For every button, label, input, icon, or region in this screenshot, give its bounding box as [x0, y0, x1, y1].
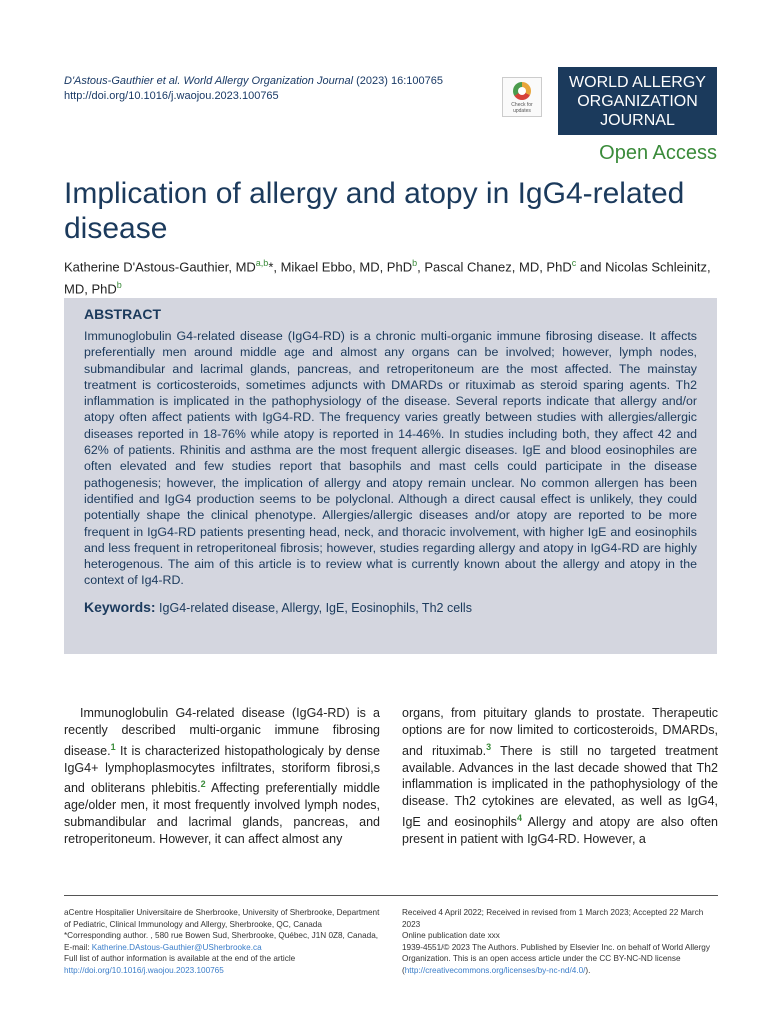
license-text: 1939-4551/© 2023 The Authors. Published by Elsevier Inc. on behalf of World Allergy Organization. This is an open access article under the CC BY-NC-ND license (: [402, 942, 710, 975]
body-text: It is characterized histopathologicaly by dense IgG4+ lymphoplasmocytes infiltrates, storiform fibrosi,s and obliterans phlebitis.: [64, 743, 380, 796]
license-end: ).: [585, 965, 591, 975]
journal-logo-line3: JOURNAL: [600, 112, 675, 129]
license-note: [402, 942, 718, 977]
author-name: Katherine D'Astous-Gauthier, MD: [64, 259, 256, 275]
check-for-updates-badge[interactable]: [502, 77, 542, 117]
body-text: Immunoglobulin G4-related disease (IgG4-RD) is a recently described multi-organic immune fibrosing disease.: [64, 706, 380, 758]
reference-link[interactable]: 3: [486, 741, 492, 752]
affiliation-marker[interactable]: b: [412, 258, 418, 268]
footnotes-left: [64, 907, 382, 976]
keywords-list: IgG4-related disease, Allergy, IgE, Eosinophils, Th2 cells: [155, 600, 472, 615]
citation-header: [64, 74, 443, 104]
reference-link[interactable]: 4: [516, 812, 522, 823]
affiliation-footnote: aCentre Hospitalier Universitaire de Sherbrooke, University of Sherbrooke, Department of Pediatric, Clinical Immunology and Allergy, Sherbrooke, QC, Canada: [64, 908, 380, 929]
received-dates: Received 4 April 2022; Received in revised from 1 March 2023; Accepted 22 March 2023: [402, 908, 704, 929]
journal-logo-line2: ORGANIZATION: [577, 93, 698, 110]
email-link[interactable]: Katherine.DAstous-Gauthier@USherbrooke.ca: [91, 942, 262, 952]
author-info-note: Full list of author information is available at the end of the article: [64, 954, 296, 963]
body-text: Affecting preferentially middle age/older men, it most frequently involved lymph nodes, submandibular and lacrimal glands, pancreas, and retroperitoneum. However, it can affect almost any: [64, 781, 381, 846]
corresponding-footnote: [64, 930, 382, 953]
abstract-heading: ABSTRACT: [84, 306, 161, 322]
footnote-divider: [64, 895, 718, 896]
license-link[interactable]: http://creativecommons.org/licenses/by-nc-nd/4.0/: [404, 965, 586, 975]
body-left-column: [64, 705, 380, 848]
author-name: and Nicolas Schleinitz, MD, PhD: [64, 259, 711, 297]
affiliation-marker[interactable]: b: [116, 280, 122, 291]
body-text: organs, from pituitary glands to prostate. Therapeutic options are for now limited to corticosteroids, DMARDs, and rituximab.: [402, 706, 718, 758]
corresponding-marker: *: [268, 259, 274, 275]
keywords-label: Keywords:: [84, 598, 156, 615]
open-access-label: Open Access: [599, 142, 717, 164]
footnotes-right: [402, 907, 718, 976]
online-date: Online publication date xxx: [402, 931, 500, 940]
reference-link[interactable]: 2: [200, 779, 206, 790]
reference-link[interactable]: 1: [110, 741, 116, 752]
article-title: Implication of allergy and atopy in IgG4-related disease: [64, 177, 685, 245]
keywords: [84, 599, 697, 615]
abstract-box: [64, 298, 717, 654]
body-text: Allergy and atopy are also often present in patient with IgG4-RD. However, a: [402, 815, 719, 846]
journal-logo-line1: WORLD ALLERGY: [569, 74, 706, 91]
affiliation-marker[interactable]: a,b: [255, 258, 269, 268]
footer-doi-link[interactable]: http://doi.org/10.1016/j.waojou.2023.100765: [64, 965, 224, 975]
crossmark-icon: [513, 82, 531, 100]
body-text: There is still no targeted treatment available. Advances in the last decade showed that Th2 inflammation is implicated in the pathophysiology of the disease. Th2 cytokines are elevated, as well as IgG4, IgE and eosinophils: [402, 743, 719, 830]
badge-label: Check for updates: [511, 102, 533, 114]
body-right-column: [402, 705, 718, 848]
affiliation-marker[interactable]: c: [571, 258, 577, 268]
author-name: , Pascal Chanez, MD, PhD: [417, 259, 572, 275]
abstract-text: Immunoglobulin G4-related disease (IgG4-RD) is a chronic multi-organic immune fibrosing disease. It affects preferentially men around middle age and almost any organs can be involved; however, lymph nodes, submandibular and lacrimal glands, pancreas, and retroperitoneum are the most affected. The mainstay treatment is corticosteroids, sometimes adjuncts with DMARDs or rituximab as steroid sparing agents. Th2 inflammation is implicated in the pathophysiology of the disease. Several reports indicate that allergy and/or atopy often affect patients with IgG4-RD. The frequency varies greatly between studies with allergies/allergic diseases reported in 18-76% while atopy is reported in 14-46%. In studies including both, they affect 42 and 62% of patients. Rhinitis and asthma are the most frequent allergic diseases. IgE and blood eosinophiles are often elevated and few studies report that basophils and mast cells could participate in the disease pathogenesis; however, the implication of allergy and atopy remain unclear. No common allergen has been identified and IgG4 production seems to be polyclonal. Although a direct causal effect is unlikely, they could potentially shape the clinical phenotype. Allergies/allergic diseases and/or atopy are reported to be more frequent in IgG4-RD patients presenting head, neck, and thoracic involvement, with higher IgE and eosinophils and less frequent in retroperitoneal fibrosis; however, studies regarding allergy and atopy in IgG4-RD are highly heterogenous. The aim of this article is to review what is currently known about the allergy and atopy in the context of Ig4-RD.: [84, 329, 697, 588]
citation-volume: (2023) 16:100765: [353, 75, 443, 87]
corresponding-text: *Corresponding author. , 580 rue Bowen Sud, Sherbrooke, Québec, J1N 0Z8, Canada, E-mail:: [64, 931, 379, 952]
author-list: [64, 254, 714, 299]
citation-journal: D'Astous-Gauthier et al. World Allergy Organization Journal: [64, 75, 354, 87]
journal-logo: [558, 67, 717, 135]
doi-link[interactable]: http://doi.org/10.1016/j.waojou.2023.100765: [64, 90, 279, 102]
author-name: , Mikael Ebbo, MD, PhD: [273, 259, 413, 275]
